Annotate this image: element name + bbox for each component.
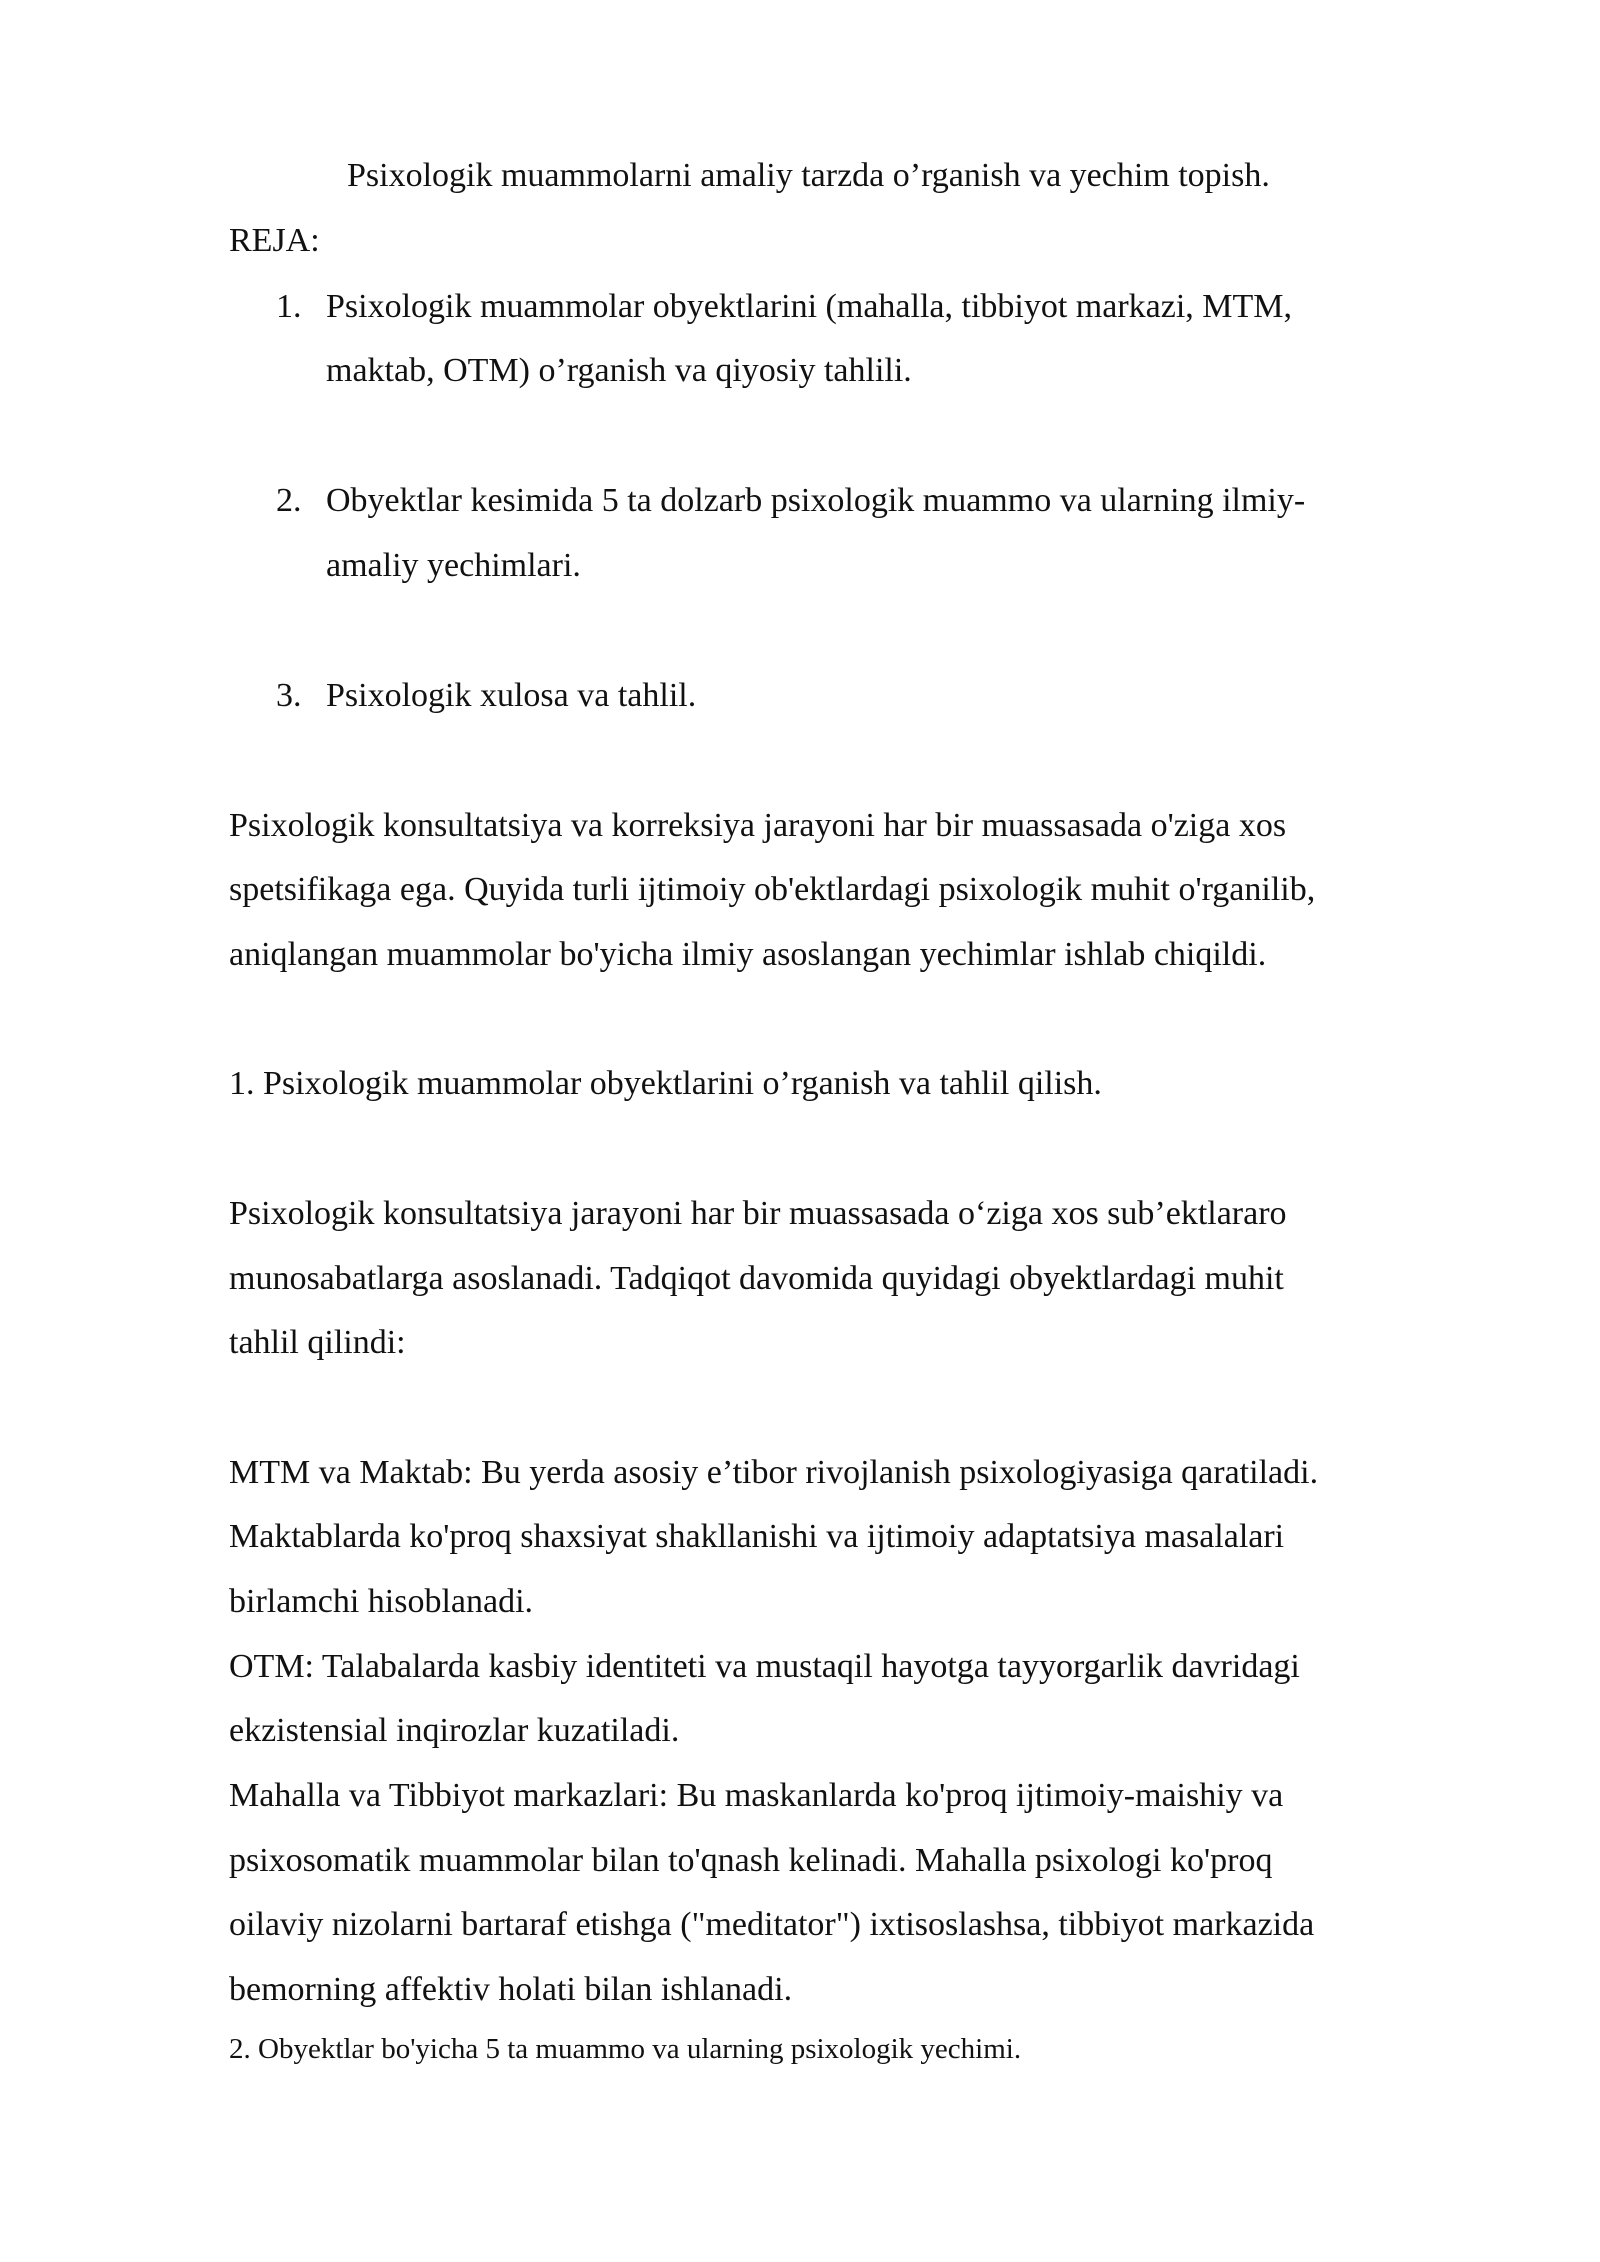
paragraph-line: MTM va Maktab: Bu yerda asosiy e’tibor rivojlanish psixologiyasiga qaratiladi. (229, 1454, 1319, 1491)
plan-heading: REJA: (229, 222, 320, 259)
paragraph-line: Maktablarda ko'proq shaxsiyat shakllanishi va ijtimoiy adaptatsiya masalalari (229, 1518, 1285, 1555)
paragraph-line: munosabatlarga asoslanadi. Tadqiqot davomida quyidagi obyektlardagi muhit (229, 1260, 1284, 1297)
paragraph-line: Mahalla va Tibbiyot markazlari: Bu maskanlarda ko'proq ijtimoiy-maishiy va (229, 1777, 1284, 1814)
paragraph-line: spetsifikaga ega. Quyida turli ijtimoiy ob'ektlardagi psixologik muhit o'rganilib, (229, 871, 1316, 908)
section-2-heading: 2. Obyektlar bo'yicha 5 ta muammo va ularning psixologik yechimi. (229, 2033, 1022, 2065)
plan-item-number: 3. (276, 677, 302, 714)
paragraph-line: birlamchi hisoblanadi. (229, 1583, 534, 1620)
plan-item-text: Psixologik muammolar obyektlarini (mahalla, tibbiyot markazi, MTM, (326, 288, 1292, 325)
paragraph-line: bemorning affektiv holati bilan ishlanadi. (229, 1971, 793, 2008)
plan-item-text: Psixologik xulosa va tahlil. (326, 677, 697, 714)
plan-item-text: Obyektlar kesimida 5 ta dolzarb psixologik muammo va ularning ilmiy- (326, 482, 1306, 519)
paragraph-line: OTM: Talabalarda kasbiy identiteti va mustaqil hayotga tayyorgarlik davridagi (229, 1648, 1300, 1685)
paragraph-line: Psixologik konsultatsiya va korreksiya jarayoni har bir muassasada o'ziga xos (229, 807, 1287, 844)
section-1-heading: 1. Psixologik muammolar obyektlarini o’rganish va tahlil qilish. (229, 1065, 1102, 1102)
plan-item-number: 1. (276, 288, 302, 325)
paragraph-line: oilaviy nizolarni bartaraf etishga ("meditator") ixtisoslashsa, tibbiyot markazida (229, 1906, 1315, 1943)
document-title: Psixologik muammolarni amaliy tarzda o’rganish va yechim topish. (347, 157, 1270, 194)
plan-item-number: 2. (276, 482, 302, 519)
paragraph-line: tahlil qilindi: (229, 1324, 406, 1361)
paragraph-line: aniqlangan muammolar bo'yicha ilmiy asoslangan yechimlar ishlab chiqildi. (229, 936, 1267, 973)
paragraph-line: psixosomatik muammolar bilan to'qnash kelinadi. Mahalla psixologi ko'proq (229, 1842, 1273, 1879)
paragraph-line: ekzistensial inqirozlar kuzatiladi. (229, 1712, 680, 1749)
plan-item-text: maktab, OTM) o’rganish va qiyosiy tahlili. (326, 352, 912, 389)
plan-item-text: amaliy yechimlari. (326, 547, 581, 584)
paragraph-line: Psixologik konsultatsiya jarayoni har bir muassasada o‘ziga xos sub’ektlararo (229, 1195, 1287, 1232)
